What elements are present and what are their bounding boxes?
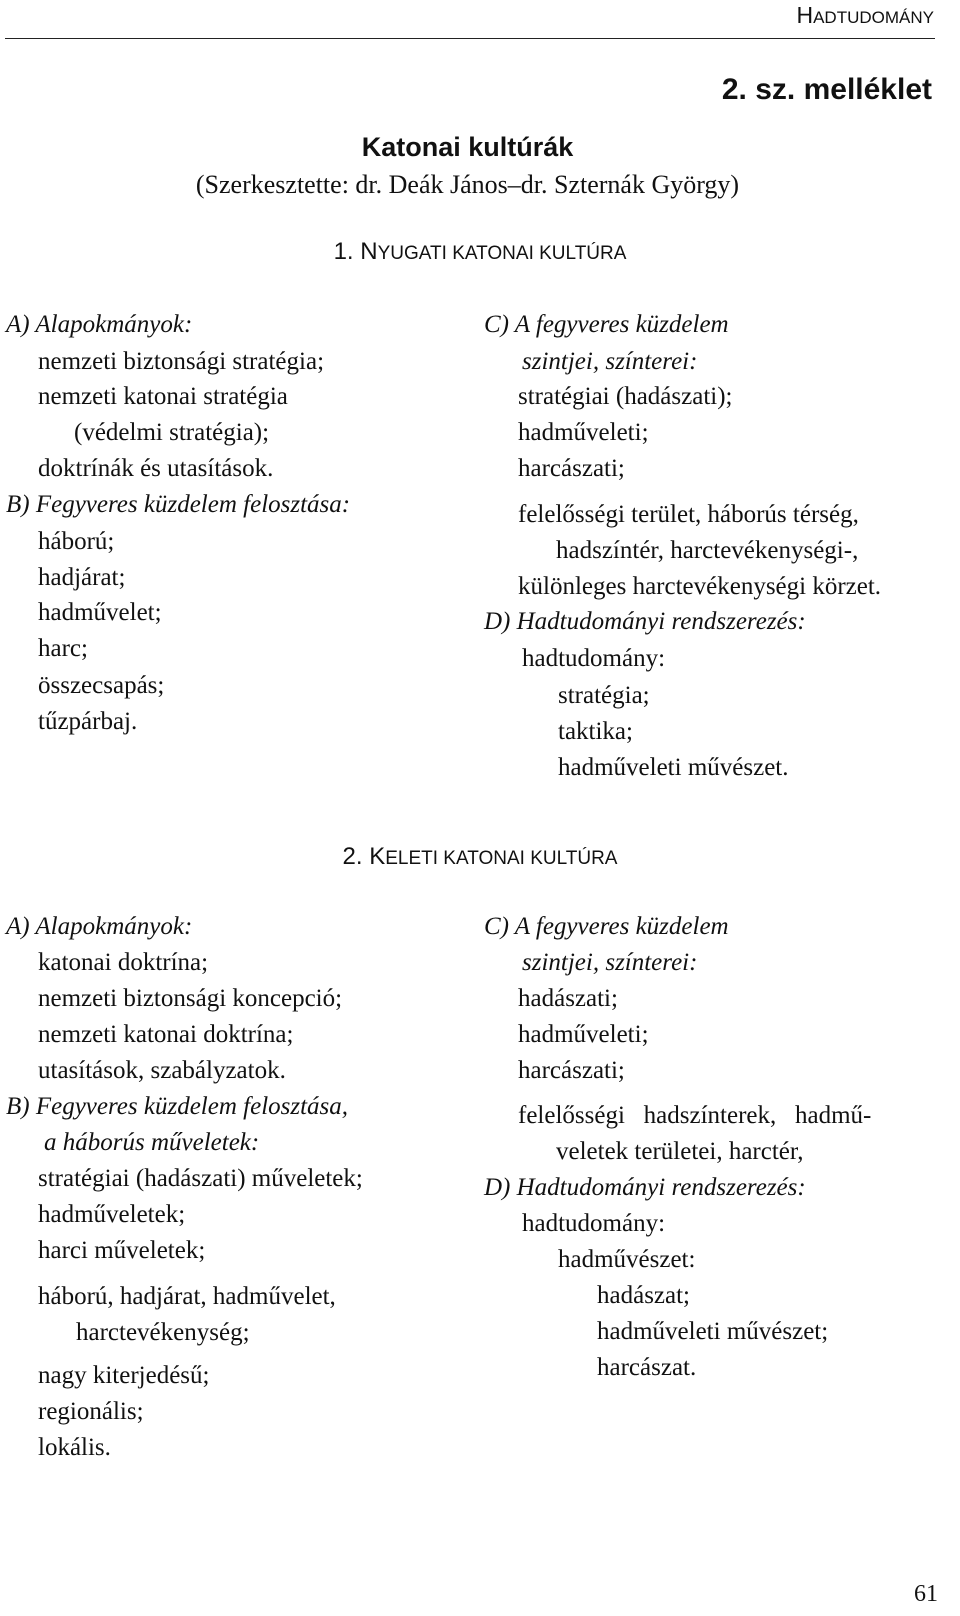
running-head-initial: H [796, 2, 814, 28]
section2-right-line: harcászat. [597, 1354, 697, 1381]
section2-left-line: B) Fegyveres küzdelem felosztása, [6, 1093, 349, 1120]
section2-right-line: hadművészet: [558, 1246, 696, 1273]
section2-left-line: nagy kiterjedésű; [38, 1362, 210, 1389]
section2-left-line: harctevékenység; [76, 1319, 250, 1346]
section1-left-line: hadjárat; [38, 564, 126, 591]
section2-left-line: stratégiai (hadászati) műveletek; [38, 1165, 363, 1192]
section1-left-line: A) Alapokmányok: [6, 311, 193, 338]
section1-left-line: B) Fegyveres küzdelem felosztása: [6, 491, 351, 518]
section1-right-line: szintjei, színterei: [522, 348, 698, 375]
section1-right-line: hadtudomány: [522, 645, 666, 672]
section2-left-line: nemzeti biztonsági koncepció; [38, 985, 343, 1012]
header-rule [5, 38, 935, 39]
section2-left-line: háború, hadjárat, hadművelet, [38, 1283, 336, 1310]
section2-right-line: C) A fegyveres küzdelem [484, 913, 729, 940]
section2-right-line: harcászati; [518, 1057, 625, 1084]
section1-right-line: stratégia; [558, 682, 650, 709]
section2-right-line: hadműveleti művészet; [597, 1318, 829, 1345]
section1-right-line: taktika; [558, 718, 633, 745]
section2-left-line: hadműveletek; [38, 1201, 186, 1228]
section2-left-line: utasítások, szabályzatok. [38, 1057, 286, 1084]
section1-right-line: stratégiai (hadászati); [518, 383, 733, 410]
section1-right-line: felelősségi terület, háborús térség, [518, 501, 859, 528]
section2-right-line: szintjei, színterei: [522, 949, 698, 976]
section1-left-line: harc; [38, 635, 88, 662]
document-title: Katonai kultúrák [361, 132, 574, 162]
section2-right-line: D) Hadtudományi rendszerezés: [484, 1174, 806, 1201]
section2-right-line: felelősségi hadszínterek, hadmű- [518, 1102, 872, 1129]
appendix-label: 2. sz. melléklet [721, 73, 932, 106]
section1-right-line: hadszíntér, harctevékenységi-, [556, 537, 859, 564]
section2-heading-initial: K [369, 843, 386, 870]
section1-right-line: hadműveleti; [518, 419, 649, 446]
section2-heading-number: 2. [342, 843, 370, 870]
section1-left-line: nemzeti katonai stratégia [38, 383, 288, 410]
section1-right-line: harcászati; [518, 455, 625, 482]
section2-left-line: A) Alapokmányok: [6, 913, 193, 940]
section1-left-line: hadművelet; [38, 599, 162, 626]
document-editors: (Szerkesztette: dr. Deák János–dr. Szternák György) [195, 170, 740, 199]
running-head-rest: ADTUDOMÁNY [813, 8, 934, 27]
section2-left-line: katonai doktrína; [38, 949, 209, 976]
section1-left-line: nemzeti biztonsági stratégia; [38, 348, 325, 375]
section1-left-line: tűzpárbaj. [38, 708, 138, 735]
section2-right-line: hadműveleti; [518, 1021, 649, 1048]
section2-heading-rest: ELETI KATONAI KULTÚRA [385, 848, 618, 869]
section1-right-line: különleges harctevékenységi körzet. [518, 573, 882, 600]
section2-left-line: nemzeti katonai doktrína; [38, 1021, 294, 1048]
section1-left-line: háború; [38, 528, 115, 555]
section1-heading-initial: N [360, 238, 378, 265]
section2-right-line: veletek területei, harctér, [556, 1138, 804, 1165]
page-number: 61 [914, 1581, 938, 1607]
section2-right-line: hadászati; [518, 985, 618, 1012]
running-head [796, 2, 934, 29]
section1-left-line: doktrínák és utasítások. [38, 455, 274, 482]
section2-left-line: lokális. [38, 1434, 111, 1461]
section1-right-line: C) A fegyveres küzdelem [484, 311, 729, 338]
section1-heading-number: 1. [333, 238, 361, 265]
section2-left-line: harci műveletek; [38, 1237, 206, 1264]
section1-right-line: hadműveleti művészet. [558, 754, 789, 781]
section1-heading-rest: YUGATI KATONAI KULTÚRA [377, 243, 627, 264]
section2-left-line: regionális; [38, 1398, 144, 1425]
section2-left-line: a háborús műveletek: [44, 1129, 260, 1156]
section2-heading [0, 843, 960, 871]
section2-right-line: hadtudomány: [522, 1210, 666, 1237]
section2-right-line: hadászat; [597, 1282, 691, 1309]
section1-right-line: D) Hadtudományi rendszerezés: [484, 608, 806, 635]
section1-left-line: (védelmi stratégia); [74, 419, 270, 446]
section1-heading [0, 238, 960, 266]
section1-left-line: összecsapás; [38, 672, 165, 699]
